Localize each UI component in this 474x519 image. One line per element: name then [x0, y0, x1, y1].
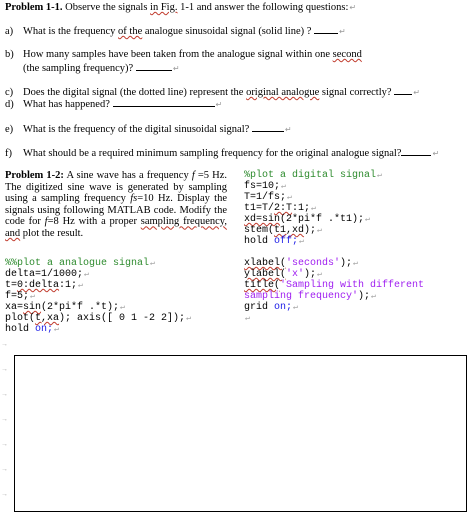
code-line: xd=sin(2*pi*f .*t1);↵	[244, 214, 370, 225]
code-line: ylabel('x');↵	[244, 269, 322, 280]
code-block-analogue	[5, 258, 191, 335]
answer-blank-b[interactable]	[136, 61, 172, 71]
code-line: plot(t,xa); axis([ 0 1 -2 2]);↵	[5, 313, 191, 324]
question-c: c) Does the digital signal (the dotted line) represent the original analogue signal correctly? ↵	[5, 87, 420, 98]
code-line: sampling frequency');↵	[244, 291, 376, 302]
margin-mark: →	[1, 365, 8, 373]
code-line: ↵	[245, 314, 250, 323]
answer-blank-a[interactable]	[314, 24, 338, 34]
problem-1-1-heading: Problem 1-1. Observe the signals in Fig. 1-1 and answer the following questions:↵	[5, 2, 357, 13]
margin-mark: →	[1, 440, 8, 448]
question-e: e) What is the frequency of the digital sinusoidal signal? ↵	[5, 124, 292, 135]
margin-mark: →	[1, 390, 8, 398]
code-line: t=0:delta:1;↵	[5, 280, 83, 291]
code-line: hold on;↵	[5, 324, 59, 335]
code-line: T=1/fs;↵	[244, 192, 292, 203]
margin-mark: →	[1, 415, 8, 423]
code-line: %plot a digital signal↵	[244, 170, 382, 181]
code-line: grid on;↵	[244, 302, 298, 313]
answer-blank-f[interactable]	[401, 146, 431, 156]
question-f: f) What should be a required minimum sampling frequency for the original analogue signal? ↵	[5, 148, 440, 159]
answer-box[interactable]	[14, 355, 467, 512]
margin-mark: →	[1, 490, 8, 498]
code-line: title('Sampling with different	[244, 280, 425, 291]
code-line: xa=sin(2*pi*f .*t);↵	[5, 302, 125, 313]
code-line: stem(t1,xd);↵	[244, 225, 322, 236]
code-line: t1=T/2:T:1;↵	[244, 203, 316, 214]
code-line: hold off;↵	[244, 236, 304, 247]
answer-blank-c[interactable]	[394, 85, 412, 95]
margin-mark: →	[1, 465, 8, 473]
code-line: %%plot a analogue signal↵	[5, 258, 155, 269]
question-a: a) What is the frequency of the analogue sinusoidal signal (solid line) ? ↵	[5, 26, 346, 37]
code-line: fs=10;↵	[244, 181, 286, 192]
answer-blank-d[interactable]	[113, 97, 215, 107]
margin-mark: →	[1, 340, 8, 348]
code-line: f=5;↵	[5, 291, 35, 302]
answer-blank-e[interactable]	[252, 122, 284, 132]
code-line: xlabel('seconds');↵	[244, 258, 358, 269]
question-b-cont: (the sampling frequency)? ↵	[23, 63, 180, 74]
code-block-digital	[244, 170, 424, 324]
question-b: b) How many samples have been taken from the analogue signal within one second	[5, 49, 362, 60]
problem-1-2-text: Problem 1-2: A sine wave has a frequency f =5 Hz. The digitized sine wave is generated by sampling using a sampling frequency fs=10 Hz. Display the signals using following MATLAB code. Modify the code for f=8 Hz with a proper sampling frequency, and plot the result.	[5, 170, 228, 239]
code-line	[244, 247, 424, 258]
code-line: delta=1/1000;↵	[5, 269, 89, 280]
question-d: d) What has happened? ↵	[5, 99, 223, 110]
